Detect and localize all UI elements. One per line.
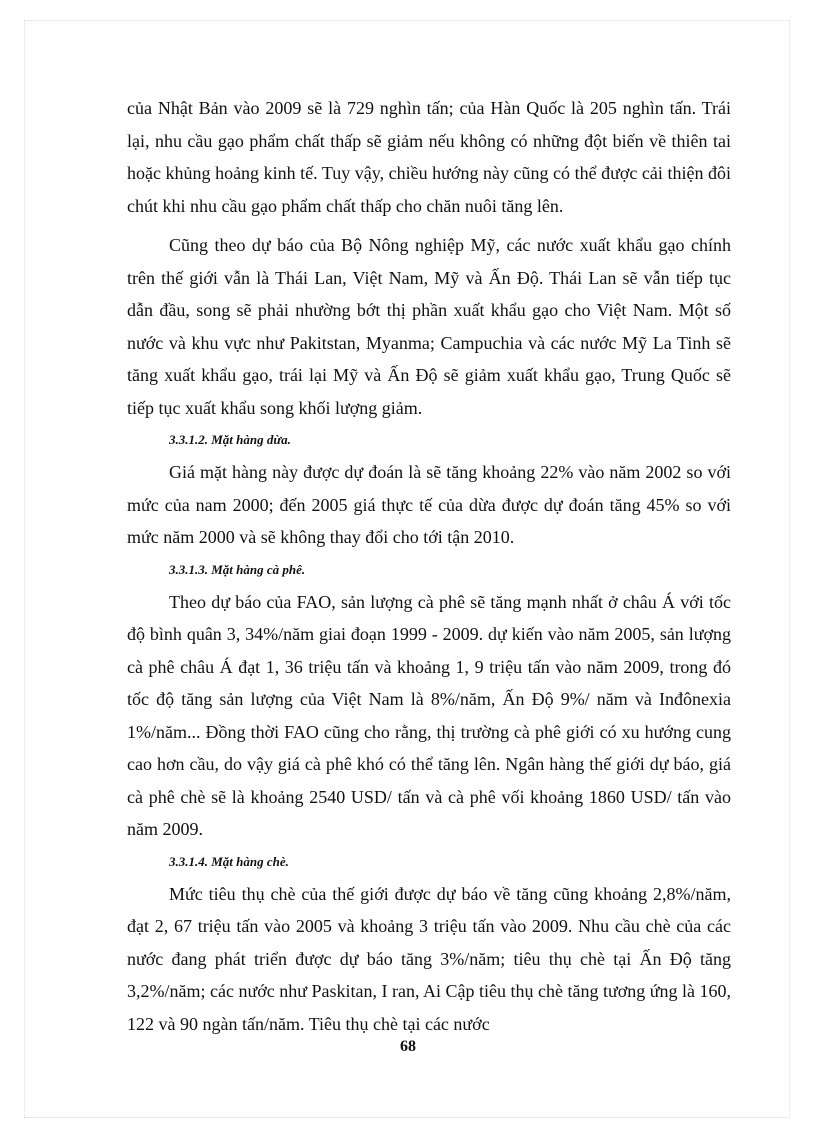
paragraph-rice-exporters: Cũng theo dự báo của Bộ Nông nghiệp Mỹ, các nước xuất khẩu gạo chính trên thế giới vẫn là Thái Lan, Việt Nam, Mỹ và Ấn Độ. Thái Lan sẽ vẫn tiếp tục dẫn đầu, song sẽ phải nhường bớt thị phần xuất khẩu gạo cho Việt Nam. Một số nước và khu vực như Pakitstan, Myanma; Campuchia và các nước Mỹ La Tinh sẽ tăng xuất khẩu gạo, trái lại Mỹ và Ấn Độ sẽ giảm xuất khẩu gạo, Trung Quốc sẽ tiếp tục xuất khẩu song khối lượng giảm.: [127, 235, 731, 418]
paragraph-coconut: Giá mặt hàng này được dự đoán là sẽ tăng khoảng 22% vào năm 2002 so với mức của nam 2000; đến 2005 giá thực tế của dừa được dự đoán tăng 45% so với mức năm 2000 và sẽ không thay đổi cho tới tận 2010.: [127, 462, 731, 547]
section-heading-tea: 3.3.1.4. Mặt hàng chè.: [169, 853, 289, 869]
page-number: 68: [400, 1038, 416, 1055]
paragraph-rice-demand: của Nhật Bản vào 2009 sẽ là 729 nghìn tấn; của Hàn Quốc là 205 nghìn tấn. Trái lại, nhu cầu gạo phẩm chất thấp sẽ giảm nếu không có những đột biến về thiên tai hoặc khủng hoảng kinh tế. Tuy vậy, chiều hướng này cũng có thể được cải thiện đôi chút khi nhu cầu gạo phẩm chất thấp cho chăn nuôi tăng lên.: [127, 98, 731, 216]
section-heading-coffee: 3.3.1.3. Mặt hàng cà phê.: [169, 561, 306, 577]
document-body: [127, 92, 731, 1040]
paragraph-coffee: Theo dự báo của FAO, sản lượng cà phê sẽ tăng mạnh nhất ở châu Á với tốc độ bình quân 3, 34%/năm giai đoạn 1999 - 2009. dự kiến vào năm 2005, sản lượng cà phê châu Á đạt 1, 36 triệu tấn và khoảng 1, 9 triệu tấn vào năm 2009, trong đó tốc độ tăng sản lượng của Việt Nam là 8%/năm, Ấn Độ 9%/ năm và Inđônexia 1%/năm... Đồng thời FAO cũng cho rằng, thị trường cà phê giới có xu hướng cung cao hơn cầu, do vậy giá cà phê khó có thể tăng lên. Ngân hàng thế giới dự báo, giá cà phê chè sẽ là khoảng 2540 USD/ tấn và cà phê vối khoảng 1860 USD/ tấn vào năm 2009.: [127, 591, 731, 839]
section-heading-coconut: 3.3.1.2. Mặt hàng dừa.: [169, 432, 291, 447]
paragraph-tea: Mức tiêu thụ chè của thế giới được dự báo về tăng cũng khoảng 2,8%/năm, đạt 2, 67 triệu tấn vào 2005 và khoảng 3 triệu tấn vào 2009. Nhu cầu chè của các nước đang phát triển được dự báo tăng 3%/năm; tiêu thụ chè tại Ấn Độ tăng 3,2%/năm; các nước như Paskitan, I ran, Ai Cập tiêu thụ chè tăng tương ứng là 160, 122 và 90 ngàn tấn/năm. Tiêu thụ chè tại các nước: [127, 883, 731, 1034]
